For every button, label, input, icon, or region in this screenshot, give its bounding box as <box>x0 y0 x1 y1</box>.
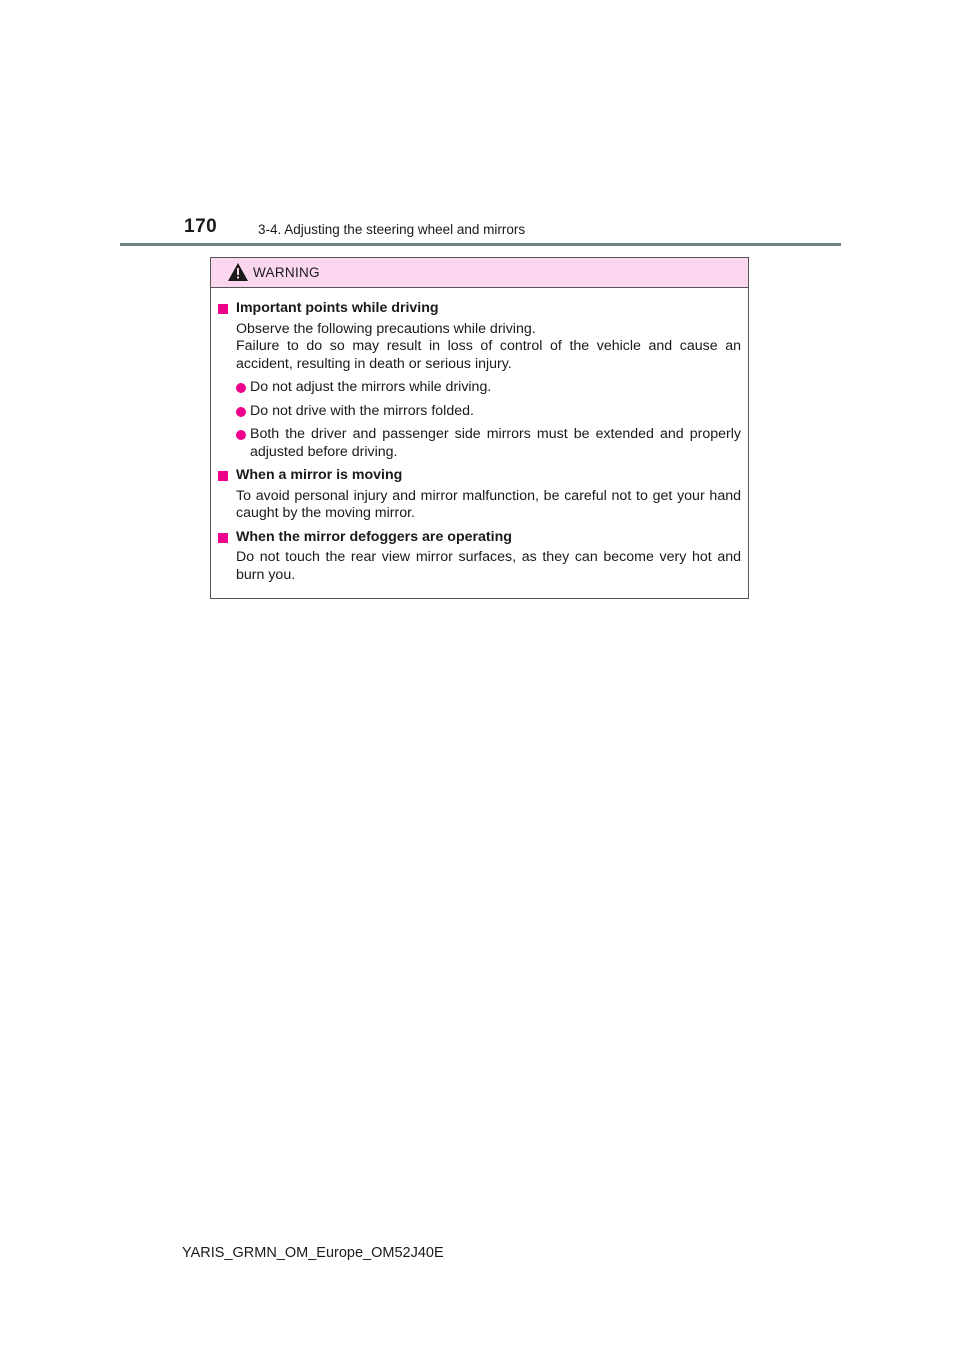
list-item <box>236 379 741 397</box>
section-title: 3-4. Adjusting the steering wheel and mirrors <box>258 222 526 237</box>
warning-body <box>211 288 748 584</box>
circle-bullet-icon <box>236 407 246 417</box>
list-item-text: Both the driver and passenger side mirrors must be extended and properly adjusted before driving. <box>250 426 741 460</box>
list-item-text: Do not drive with the mirrors folded. <box>250 402 474 419</box>
heading-text: When the mirror defoggers are operating <box>236 528 512 545</box>
heading-text: Important points while driving <box>236 300 439 316</box>
square-bullet-icon <box>218 471 228 481</box>
header-rule <box>120 243 841 246</box>
warning-box <box>210 257 749 599</box>
square-bullet-icon <box>218 304 228 314</box>
warning-label: WARNING <box>253 265 320 280</box>
section-heading <box>218 467 741 485</box>
list-item <box>236 403 741 421</box>
circle-bullet-icon <box>236 383 246 393</box>
heading-text: When a mirror is moving <box>236 467 403 483</box>
list-item-text: Do not adjust the mirrors while driving. <box>250 379 492 395</box>
section-heading <box>218 529 741 547</box>
page-number: 170 <box>184 216 218 237</box>
paragraph: Observe the following precautions while driving. <box>236 320 536 337</box>
paragraph: Failure to do so may result in loss of control of the vehicle and cause an accident, resulting in death or serious injury. <box>236 338 741 372</box>
paragraph: To avoid personal injury and mirror malfunction, be careful not to get your hand caught by the moving mirror. <box>236 487 741 521</box>
list-item <box>236 426 741 461</box>
paragraph: Do not touch the rear view mirror surfaces, as they can become very hot and burn you. <box>236 549 741 583</box>
warning-triangle-icon <box>228 263 248 281</box>
section-heading <box>218 300 741 318</box>
circle-bullet-icon <box>236 430 246 440</box>
doc-code: YARIS_GRMN_OM_Europe_OM52J40E <box>182 1245 444 1261</box>
warning-header <box>211 258 748 288</box>
square-bullet-icon <box>218 533 228 543</box>
